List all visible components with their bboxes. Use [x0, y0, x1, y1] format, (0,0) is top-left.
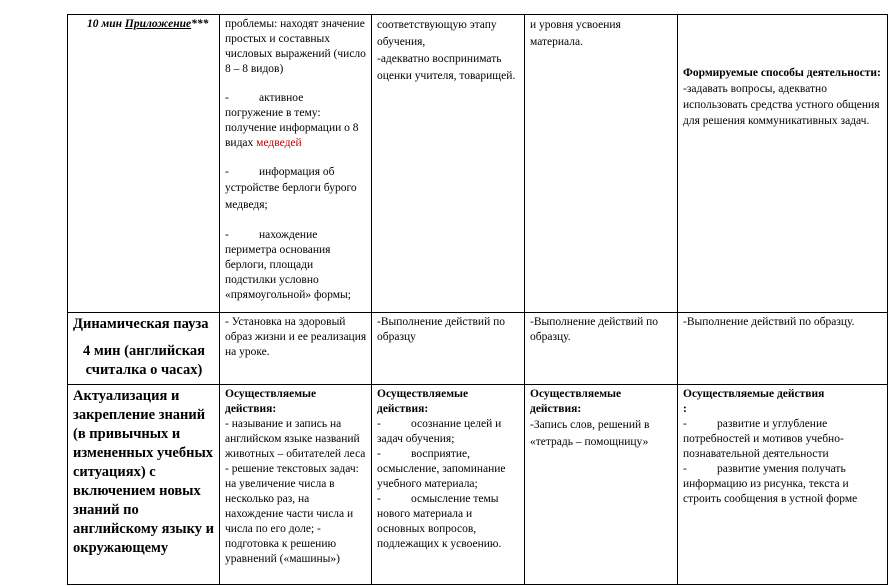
- list-item-text: периметра основания берлоги, площади подстилки условно «прямоугольной» формы;: [225, 244, 351, 301]
- list-item-text: развитие умения получать информацию из рисунка, текста и строить сообщения в устной форме: [683, 463, 858, 505]
- uud-cell: [678, 385, 888, 585]
- list-item: [683, 417, 883, 462]
- cell-text: - Установка на здоровый образ жизни и ее реализация на уроке.: [225, 316, 367, 358]
- lesson-plan-table: [67, 14, 888, 585]
- uud-cell: [678, 15, 888, 313]
- stage-title: [87, 17, 215, 32]
- control-cell: [525, 313, 678, 385]
- cell-text: -Выполнение действий по образцу.: [683, 316, 855, 328]
- stage-cell: [68, 313, 220, 385]
- stage-title: Динамическая пауза: [73, 316, 209, 332]
- cell-heading: Осуществляемые действия:: [225, 388, 317, 415]
- list-dash: -: [683, 418, 687, 430]
- list-item-text: осмысление темы нового материала и основных вопросов, подлежащих к усвоению.: [377, 493, 502, 550]
- list-item: [377, 417, 520, 447]
- stage-subtitle: 4 мин (английская считалка о часах): [83, 343, 205, 378]
- list-item: - информация об: [225, 166, 335, 178]
- cell-heading-colon: :: [683, 403, 687, 415]
- list-dash: -: [683, 463, 687, 475]
- cell-text: Формируемые способы деятельности: -задавать вопросы, адекватно использовать средства устного общения для решения коммуникативных задач.: [683, 67, 881, 127]
- bears-link-text: медведей: [256, 137, 302, 149]
- table-row: [68, 313, 888, 385]
- control-cell: [525, 15, 678, 313]
- uud-cell: [678, 313, 888, 385]
- cell-text: -Выполнение действий по образцу: [377, 316, 506, 343]
- list-item: - активное: [225, 92, 304, 104]
- cell-heading: Осуществляемые действия:: [377, 388, 469, 415]
- stage-time: 10 мин: [87, 18, 123, 30]
- cell-text: соответствующую этапу обучения, -адекватно воспринимать оценки учителя, товарищей.: [377, 19, 516, 82]
- list-item-text: устройстве берлоги бурого медведя;: [225, 182, 357, 211]
- content-cell: [220, 15, 372, 313]
- action-list: [683, 417, 883, 507]
- cell-text: -Запись слов, решений в «тетрадь – помощницу»: [530, 419, 650, 448]
- stage-title: Актуализация и закрепление знаний (в привычных и измененных учебных ситуациях) с включением новых знаний по английскому языку и окружающему: [73, 388, 214, 556]
- stage-cell: [68, 15, 220, 313]
- action-list: [377, 417, 520, 552]
- control-cell: [525, 385, 678, 585]
- list-item-text: развитие и углубление потребностей и мотивов учебно-познавательной деятельности: [683, 418, 844, 460]
- cell-text: и уровня усвоения материала.: [530, 19, 621, 48]
- appendix-link[interactable]: Приложение: [124, 18, 192, 30]
- content-intro: проблемы: находят значение простых и составных числовых выражений (число 8 – 8 видов): [225, 18, 366, 75]
- stage-cell: [68, 385, 220, 585]
- list-item: [683, 462, 883, 507]
- cell-heading: Осуществляемые действия: [683, 388, 825, 400]
- list-dash: -: [377, 493, 381, 505]
- result-cell: [372, 385, 525, 585]
- content-cell: [220, 385, 372, 585]
- list-item-text: осознание целей и задач обучения;: [377, 418, 502, 445]
- cell-heading: Осуществляемые действия:: [530, 388, 622, 415]
- list-item-text: погружение в тему: получение информации о 8 видах медведей: [225, 107, 359, 149]
- list-item: [377, 492, 520, 552]
- cell-text: -Выполнение действий по образцу.: [530, 316, 659, 343]
- list-dash: -: [377, 418, 381, 430]
- table-row: [68, 15, 888, 313]
- list-item: - нахождение: [225, 229, 318, 241]
- list-dash: -: [377, 448, 381, 460]
- result-cell: [372, 15, 525, 313]
- list-item-text: восприятие, осмысление, запоминание учебного материала;: [377, 448, 506, 490]
- result-cell: [372, 313, 525, 385]
- stage-stars: ***: [191, 18, 209, 30]
- cell-text: - называние и запись на английском языке названий животных – обитателей леса - решение текстовых задач: на увеличение числа в несколько раз, на нахождение части числа и числа по его доле; - подготовка к решению уравнений («машины»): [225, 418, 366, 565]
- table-row: [68, 385, 888, 585]
- content-cell: [220, 313, 372, 385]
- list-item: [377, 447, 520, 492]
